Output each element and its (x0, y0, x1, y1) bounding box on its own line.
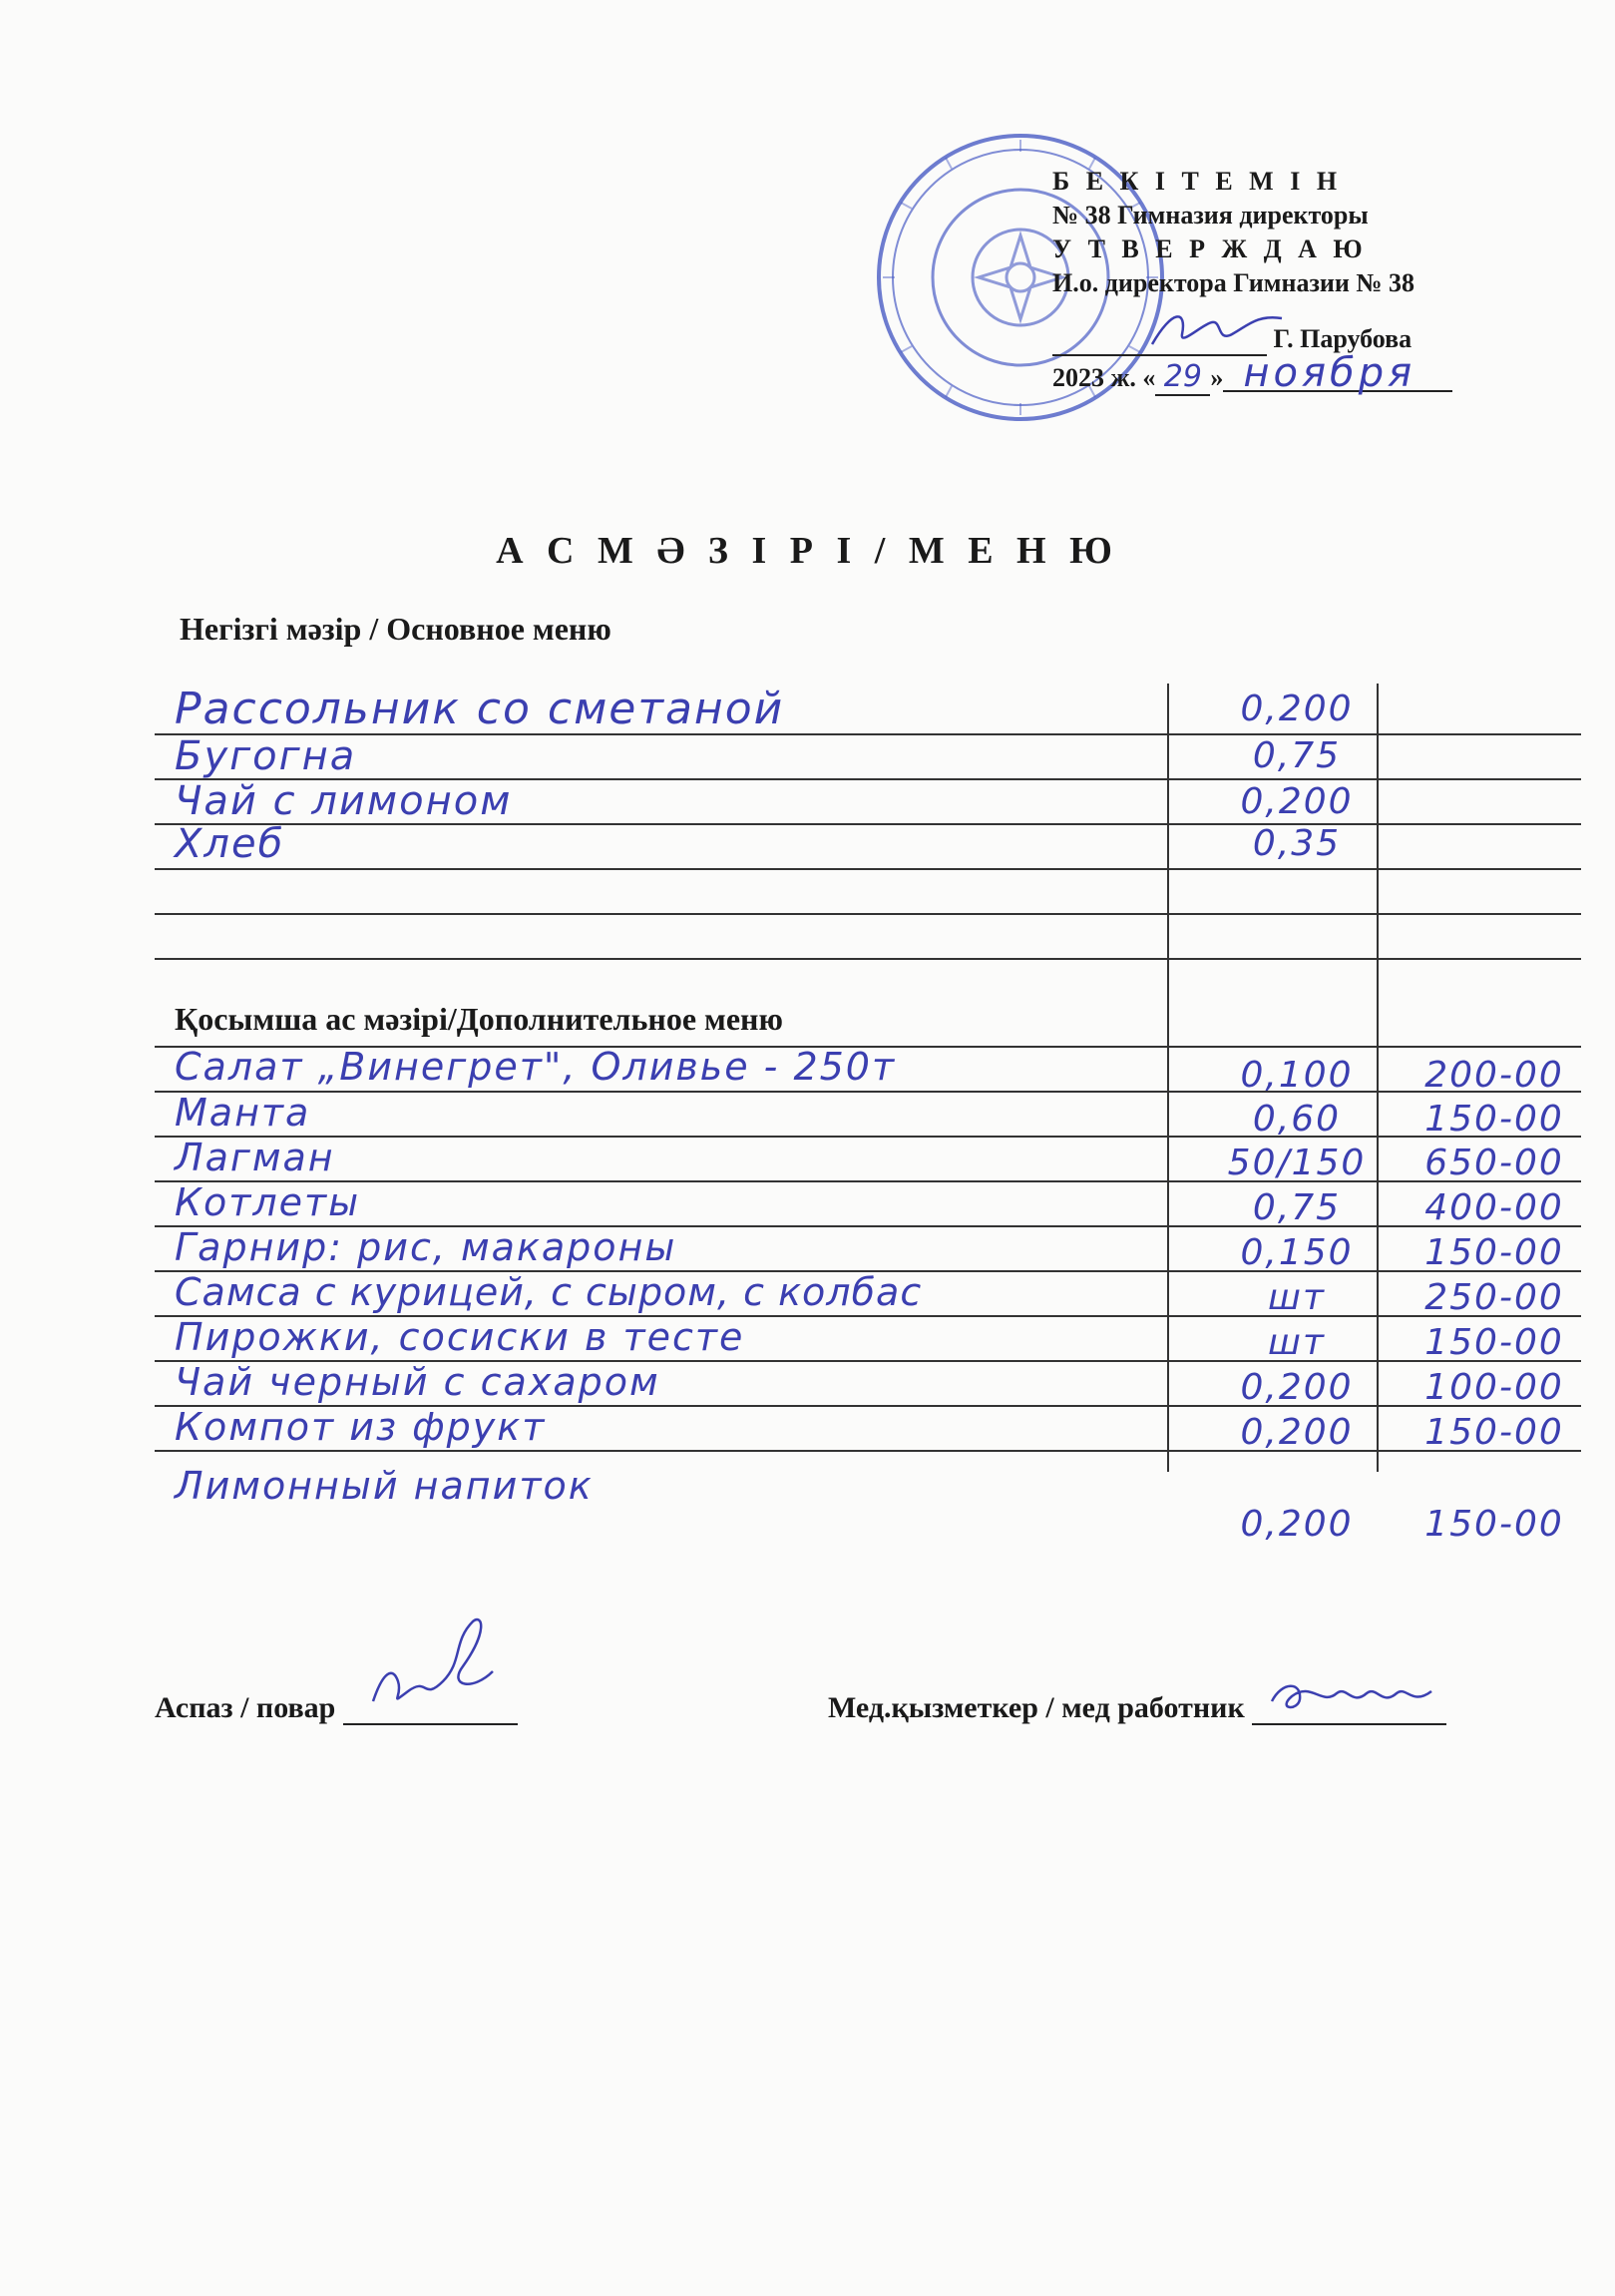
date-day: 29 (1155, 360, 1210, 396)
dish-price: 150-00 (1424, 1412, 1564, 1453)
dish-name: Рассольник со сметаной (175, 684, 785, 734)
director-signature-line (1052, 332, 1267, 356)
dish-price: 400-00 (1424, 1187, 1564, 1228)
row-rule (155, 913, 1581, 915)
dish-qty: 0,60 (1252, 1099, 1342, 1140)
dish-name: Лагман (175, 1136, 335, 1179)
cook-signature-line (343, 1695, 518, 1725)
dish-qty: 0,200 (1240, 1367, 1354, 1408)
approval-block (1052, 165, 1571, 396)
approval-date (1052, 350, 1571, 396)
date-prefix: 2023 ж. « (1052, 363, 1156, 392)
dish-name: Салат „Винегрет", Оливье - 250т (175, 1045, 897, 1089)
dish-qty: 0,200 (1240, 1412, 1354, 1453)
dish-name: Хлеб (175, 821, 285, 867)
director-signature-icon (1142, 304, 1292, 354)
row-rule (155, 868, 1581, 870)
medic-signature-icon (1262, 1671, 1441, 1721)
main-menu-heading: Негізгі мәзір / Основное меню (180, 611, 611, 647)
dish-price: 150-00 (1424, 1232, 1564, 1273)
dish-qty: 0,75 (1252, 735, 1342, 776)
dish-qty: 0,75 (1252, 1187, 1342, 1228)
row-rule (155, 958, 1581, 960)
dish-qty: 0,100 (1240, 1055, 1354, 1096)
dish-price: 650-00 (1424, 1143, 1564, 1183)
dish-qty: шт (1268, 1277, 1326, 1318)
date-close: » (1210, 363, 1224, 392)
date-month: ноября (1223, 356, 1452, 392)
dish-name: Компот из фрукт (175, 1405, 547, 1449)
cook-signature (155, 1691, 518, 1725)
document-title: А С М Ә З І Р І / М Е Н Ю (496, 530, 1119, 572)
dish-qty: шт (1268, 1322, 1326, 1363)
medic-signature-line (1252, 1695, 1446, 1725)
dish-qty: 0,35 (1252, 823, 1342, 864)
dish-name: Лимонный напиток (175, 1464, 594, 1508)
approval-position-ru: И.о. директора Гимназии № 38 (1052, 268, 1414, 297)
dish-name: Самса с курицей, с сыром, с колбас (175, 1270, 923, 1314)
dish-name: Чай с лимоном (175, 778, 513, 824)
dish-name: Пирожки, сосиски в тесте (175, 1315, 745, 1359)
medic-label: Мед.қызметкер / мед работник (828, 1691, 1245, 1724)
approval-line-kz: Б Е К І Т Е М І Н (1052, 167, 1343, 196)
medic-signature (828, 1691, 1446, 1725)
dish-qty: 0,200 (1240, 689, 1354, 729)
qty-column-divider (1167, 684, 1169, 1472)
dish-price: 150-00 (1424, 1322, 1564, 1363)
dish-qty: 50/150 (1227, 1143, 1367, 1183)
dish-name: Манта (175, 1091, 311, 1135)
dish-price: 250-00 (1424, 1277, 1564, 1318)
dish-qty: 0,200 (1240, 781, 1354, 822)
dish-name: Гарнир: рис, макароны (175, 1225, 677, 1269)
dish-price: 150-00 (1424, 1504, 1564, 1545)
dish-name: Котлеты (175, 1180, 361, 1224)
cook-signature-icon (353, 1611, 513, 1721)
extra-menu-heading: Қосымша ас мәзірі/Дополнительное меню (175, 1001, 783, 1037)
cook-label: Аспаз / повар (155, 1691, 336, 1724)
dish-price: 150-00 (1424, 1099, 1564, 1140)
approval-line-ru: У Т В Е Р Ж Д А Ю (1052, 234, 1368, 263)
dish-qty: 0,150 (1240, 1232, 1354, 1273)
signatory-name: Г. Парубова (1273, 324, 1413, 353)
dish-price: 100-00 (1424, 1367, 1564, 1408)
approval-position-kz: № 38 Гимназия директоры (1052, 201, 1369, 230)
dish-name: Чай черный с сахаром (175, 1360, 660, 1404)
dish-qty: 0,200 (1240, 1504, 1354, 1545)
dish-price: 200-00 (1424, 1055, 1564, 1096)
dish-name: Бугогна (175, 733, 357, 779)
